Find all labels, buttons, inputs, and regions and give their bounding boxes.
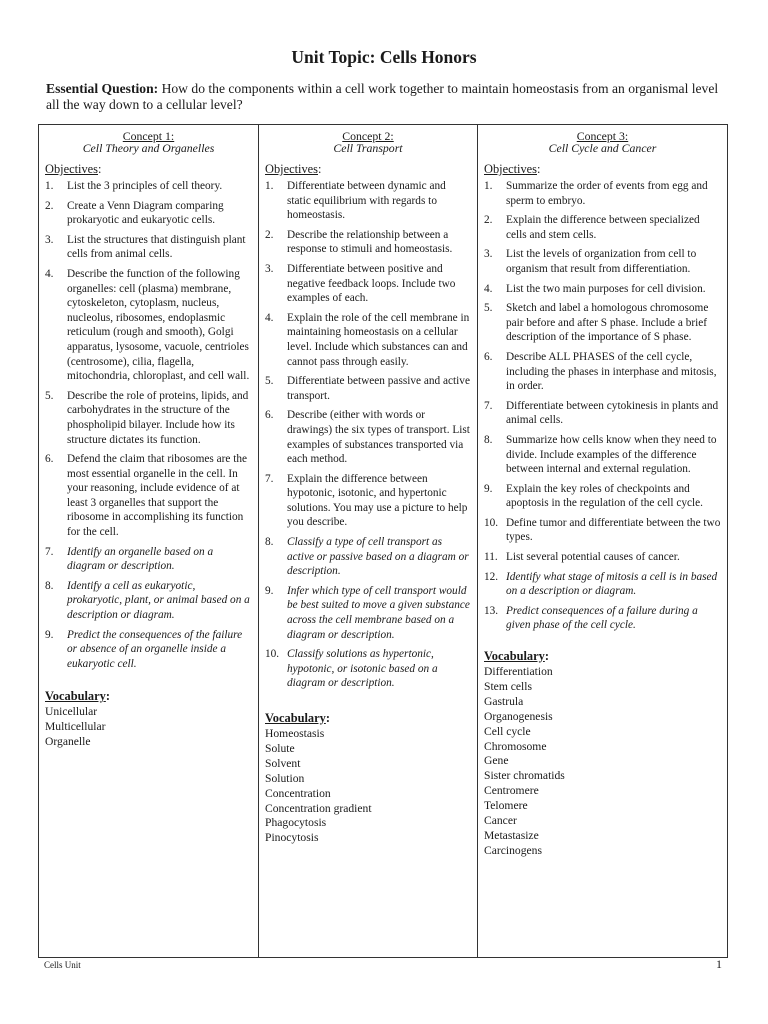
objective-item: 9. Infer which type of cell transport would be best suited to move a given substance across the cell membrane based on a diagram or description. — [265, 584, 470, 641]
concept-column-1 — [39, 125, 258, 957]
vocabulary-term: Chromosome — [484, 739, 547, 753]
concepts-table — [38, 124, 728, 958]
objective-item: 3. List the structures that distinguish plant cells from animal cells. — [45, 233, 246, 261]
vocabulary-term: Centromere — [484, 784, 539, 798]
vocabulary-term: Multicellular — [45, 720, 106, 734]
objective-item: 8. Identify a cell as eukaryotic, prokaryotic, plant, or animal based on a description or diagram. — [45, 579, 250, 622]
vocabulary-term: Pinocytosis — [265, 831, 319, 845]
objective-item: 6. Describe (either with words or drawings) the six types of transport. List examples of substances transported via each method. — [265, 409, 470, 466]
objective-item: 2. Create a Venn Diagram comparing prokaryotic and eukaryotic cells. — [45, 199, 224, 227]
vocabulary-term: Organogenesis — [484, 709, 553, 723]
essential-question-label: Essential Question: — [46, 81, 159, 96]
vocabulary-term: Differentiation — [484, 665, 553, 679]
objective-item: 8. Classify a type of cell transport as active or passive based on a diagram or description. — [265, 536, 469, 578]
vocabulary-term: Organelle — [45, 735, 91, 749]
objective-item: 6. Describe ALL PHASES of the cell cycle, including the phases in interphase and mitosis, in order. — [484, 350, 717, 393]
objective-item: 1. Differentiate between dynamic and static equilibrium with regards to homeostasis. — [265, 180, 446, 222]
objective-item: 4. List the two main purposes for cell division. — [484, 282, 706, 295]
vocabulary-term: Metastasize — [484, 829, 539, 842]
vocabulary-term: Concentration — [265, 786, 331, 800]
concept-column-3 — [477, 125, 727, 957]
vocabulary-list — [45, 705, 252, 750]
objectives-heading: Objectives: — [265, 162, 322, 176]
objective-item: 9. Explain the key roles of checkpoints and apoptosis in the regulation of the cell cycle. — [484, 482, 704, 510]
concept-header — [265, 130, 471, 155]
concept-name: Cell Transport — [333, 141, 403, 155]
objectives-list — [45, 179, 252, 671]
objective-item: 7. Differentiate between cytokinesis in plants and animal cells. — [484, 399, 719, 427]
objective-item: 2. Explain the difference between specialized cells and stem cells. — [484, 214, 700, 241]
vocabulary-term: Cancer — [484, 814, 517, 828]
concept-name: Cell Cycle and Cancer — [548, 141, 657, 155]
vocabulary-list — [265, 727, 471, 846]
concept-number: Concept 2: — [342, 129, 394, 143]
vocabulary-heading: Vocabulary: — [484, 649, 549, 664]
essential-question-text: How do the components within a cell work together to maintain homeostasis from an organismal level all the way down to a cellular level? — [46, 81, 719, 112]
objective-item: 8. Summarize how cells know when they need to divide. Include examples of the difference between internal and external regulation. — [484, 433, 717, 476]
vocabulary-term: Sister chromatids — [484, 769, 565, 783]
vocabulary-section — [484, 649, 721, 859]
objective-item: 7. Explain the difference between hypotonic, isotonic, and hypertonic solutions. You may use a picture to help you describe. — [265, 472, 468, 529]
page-title: Unit Topic: Cells Honors — [291, 47, 477, 67]
essential-question — [46, 81, 726, 113]
concept-number: Concept 3: — [576, 129, 629, 143]
vocabulary-section — [265, 711, 471, 846]
concept-number: Concept 1: — [122, 129, 175, 143]
objective-item: 5. Sketch and label a homologous chromosome pair before and after S phase. Include a brief description of the importance of S phase. — [484, 302, 709, 344]
vocabulary-term: Homeostasis — [265, 727, 325, 740]
vocabulary-term: Gene — [484, 754, 509, 768]
objective-item: 6. Defend the claim that ribosomes are the most essential organelle in the cell. In your reasoning, include evidence of at least 3 organelles that support the ribosome in accomplishing its function for the cell. — [45, 453, 248, 539]
concept-column-2 — [258, 125, 477, 957]
vocabulary-term: Solute — [265, 741, 295, 755]
objective-item: 11. List several potential causes of cancer. — [484, 551, 680, 564]
objective-item: 12. Identify what stage of mitosis a cell is in based on a description or diagram. — [484, 570, 718, 598]
page-number: 1 — [716, 957, 722, 971]
vocabulary-section — [45, 689, 252, 750]
objective-item: 10. Classify solutions as hypertonic, hypotonic, or isotonic based on a diagram or description. — [265, 648, 438, 690]
vocabulary-term: Carcinogens — [484, 843, 542, 857]
objective-item: 4. Describe the function of the following organelles: cell (plasma) membrane, cytoskeleton, cytoplasm, nucleus, nucleolus, ribosomes, endoplasmic reticulum (rough and smooth), Golgi apparatus, lysosome, vacuole, centrioles (centrosome), cilia, flagella, mitochondria, chloroplast, and cell wall. — [45, 267, 250, 383]
vocabulary-term: Telomere — [484, 799, 528, 813]
vocabulary-list — [484, 665, 721, 859]
objective-item: 2. Describe the relationship between a response to stimuli and homeostasis. — [265, 228, 453, 256]
vocabulary-term: Solution — [265, 771, 305, 785]
concept-header — [45, 130, 252, 155]
vocabulary-term: Phagocytosis — [265, 816, 327, 830]
objectives-list — [265, 179, 471, 691]
footer-unit-label: Cells Unit — [44, 960, 81, 970]
concept-name: Cell Theory and Organelles — [82, 141, 215, 155]
vocabulary-term: Cell cycle — [484, 724, 531, 738]
vocabulary-term: Stem cells — [484, 679, 532, 693]
objective-item: 7. Identify an organelle based on a diagram or description. — [45, 545, 214, 573]
objective-item: 1. List the 3 principles of cell theory. — [45, 180, 223, 192]
objectives-list — [484, 179, 721, 633]
objectives-heading: Objectives: — [484, 162, 541, 176]
objective-item: 13. Predict consequences of a failure during a given phase of the cell cycle. — [484, 604, 698, 632]
vocabulary-term: Concentration gradient — [265, 801, 372, 815]
vocabulary-heading: Vocabulary: — [265, 711, 330, 725]
objective-item: 3. List the levels of organization from cell to organism that result from differentiation. — [484, 248, 697, 275]
objective-item: 5. Differentiate between passive and active transport. — [265, 375, 470, 402]
objectives-heading: Objectives: — [45, 162, 102, 176]
vocabulary-term: Unicellular — [45, 705, 98, 719]
objective-item: 3. Differentiate between positive and negative feedback loops. Include two examples of each. — [265, 262, 456, 305]
objective-item: 10. Define tumor and differentiate between the two types. — [484, 516, 721, 544]
vocabulary-term: Gastrula — [484, 694, 524, 708]
objective-item: 9. Predict the consequences of the failure or absence of an organelle inside a eukaryotic cell. — [45, 628, 243, 670]
concept-header — [484, 130, 721, 155]
objective-item: 1. Summarize the order of events from egg and sperm to embryo. — [484, 180, 708, 207]
objective-item: 5. Describe the role of proteins, lipids, and carbohydrates in the structure of the phospholipid bilayer. Include how its structure dictates its function. — [45, 389, 249, 446]
vocabulary-term: Solvent — [265, 756, 301, 770]
vocabulary-heading: Vocabulary: — [45, 689, 110, 704]
objective-item: 4. Explain the role of the cell membrane in maintaining homeostasis on a cellular level. Include which substances can and cannot pass through easily. — [265, 311, 470, 368]
